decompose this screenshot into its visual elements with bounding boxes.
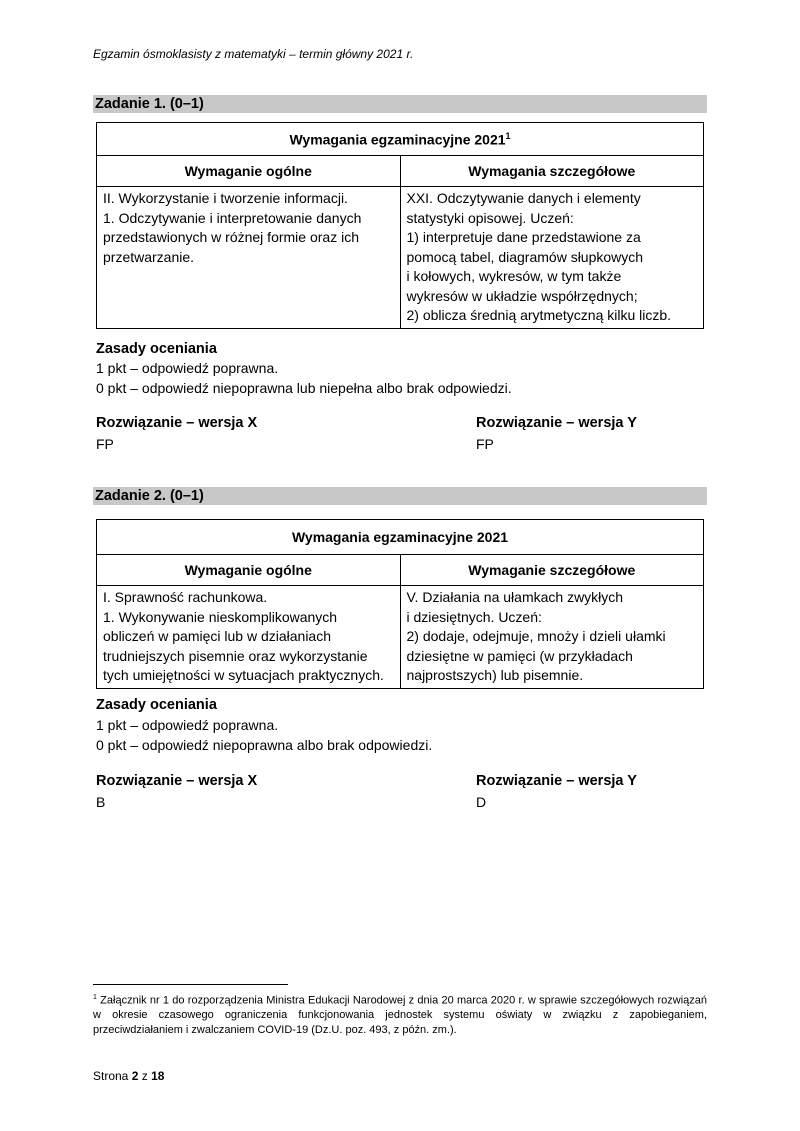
task-2-general-line: tych umiejętności w sytuacjach praktycznych. <box>103 667 384 683</box>
task-1-col-general: Wymaganie ogólne <box>97 156 401 187</box>
task-2-scoring-line: 1 pkt – odpowiedź poprawna. <box>96 717 279 733</box>
task-1-general-cell <box>97 187 401 329</box>
footnote-marker: 1 <box>505 130 511 141</box>
task-1-detailed-line: wykresów w układzie współrzędnych; <box>406 287 638 304</box>
task-1-detailed-line: 2) oblicza średnią arytmetyczną kilku liczb. <box>406 307 672 323</box>
footnote-text: Załącznik nr 1 do rozporządzenia Ministra Edukacji Narodowej z dnia 20 marca 2020 r. w sprawie szczegółowych rozwiązań w okresie czasowego ograniczenia funkcjonowania jednostek systemu oświaty w związku z zapobieganiem, przeciwdziałaniem i zwalczaniem COVID-19 (Dz.U. poz. 493, z późn. zm.). <box>93 994 707 1036</box>
footnote-number: 1 <box>93 994 97 1001</box>
task-2-col-detailed: Wymaganie szczegółowe <box>400 555 704 586</box>
task-2-scoring-line: 0 pkt – odpowiedź niepoprawna albo brak odpowiedzi. <box>96 737 433 753</box>
task-1-detailed-line: pomocą tabel, diagramów słupkowych <box>406 248 644 265</box>
task-2-solution-x-label: Rozwiązanie – wersja X <box>96 773 258 789</box>
task-2-scoring-title: Zasady oceniania <box>96 697 217 713</box>
task-1-detailed-line: 1) interpretuje dane przedstawione za <box>406 229 641 245</box>
task-2-detailed-line: i dziesiętnych. Uczeń: <box>406 608 542 625</box>
task-1-col-detailed: Wymagania szczegółowe <box>400 156 704 187</box>
task-1-general-line: przetwarzanie. <box>103 248 195 265</box>
task-1-requirements-table <box>96 122 704 329</box>
task-1-solution-x: FP <box>96 436 114 452</box>
page-total: 18 <box>151 1069 165 1083</box>
task-1-scoring-line: 1 pkt – odpowiedź poprawna. <box>96 360 279 376</box>
task-2-general-cell <box>97 586 401 689</box>
task-1-solution-y: FP <box>476 436 494 452</box>
footnote-divider <box>93 984 288 985</box>
task-2-title: Zadanie 2. (0–1) <box>93 487 707 505</box>
task-1-general-line: 1. Odczytywanie i interpretowanie danych <box>103 209 362 226</box>
task-1-scoring-line: 0 pkt – odpowiedź niepoprawna lub niepełna albo brak odpowiedzi. <box>96 380 512 396</box>
page-label: Strona <box>93 1069 129 1083</box>
task-1-title: Zadanie 1. (0–1) <box>93 95 707 113</box>
task-2-general-line: 1. Wykonywanie nieskomplikowanych <box>103 608 338 625</box>
task-2-solution-y: D <box>476 794 487 810</box>
task-2-detailed-line: 2) dodaje, odejmuje, mnoży i dzieli ułamki <box>406 628 666 644</box>
task-1-detailed-line: statystyki opisowej. Uczeń: <box>406 209 574 226</box>
task-2-solution-x: B <box>96 794 106 810</box>
task-2-solution-y-label: Rozwiązanie – wersja Y <box>476 773 637 789</box>
footnote <box>93 991 707 1037</box>
document-header: Egzamin ósmoklasisty z matematyki – termin główny 2021 r. <box>93 47 414 61</box>
task-1-table-title-text: Wymagania egzaminacyjne 2021 <box>289 131 506 148</box>
task-1-detailed-line: XXI. Odczytywanie danych i elementy <box>406 190 641 206</box>
task-2-general-line: obliczeń w pamięci lub w działaniach <box>103 628 332 644</box>
task-1-scoring-title: Zasady oceniania <box>96 341 217 357</box>
task-1-table-title <box>97 123 704 156</box>
task-1-detailed-line: i kołowych, wykresów, w tym także <box>406 268 622 284</box>
task-2-detailed-line: dziesiętne w pamięci (w przykładach <box>406 647 633 664</box>
task-1-detailed-cell <box>400 187 704 329</box>
task-2-general-line: I. Sprawność rachunkowa. <box>103 589 268 605</box>
task-2-requirements-table <box>96 519 704 689</box>
task-2-general-line: trudniejszych pisemnie oraz wykorzystanie <box>103 647 368 664</box>
task-2-table-title: Wymagania egzaminacyjne 2021 <box>97 520 704 555</box>
task-2-detailed-line: V. Działania na ułamkach zwykłych <box>406 589 624 605</box>
page-sep: z <box>141 1069 148 1083</box>
task-2-detailed-cell <box>400 586 704 689</box>
task-1-solution-y-label: Rozwiązanie – wersja Y <box>476 415 637 431</box>
task-2-col-general: Wymaganie ogólne <box>97 555 401 586</box>
task-1-general-line: II. Wykorzystanie i tworzenie informacji. <box>103 190 348 206</box>
task-2-detailed-line: najprostszych) lub pisemnie. <box>406 667 584 683</box>
task-1-solution-x-label: Rozwiązanie – wersja X <box>96 415 258 431</box>
task-1-general-line: przedstawionych w różnej formie oraz ich <box>103 229 359 245</box>
page-number <box>93 1069 164 1083</box>
page-current: 2 <box>131 1069 139 1083</box>
